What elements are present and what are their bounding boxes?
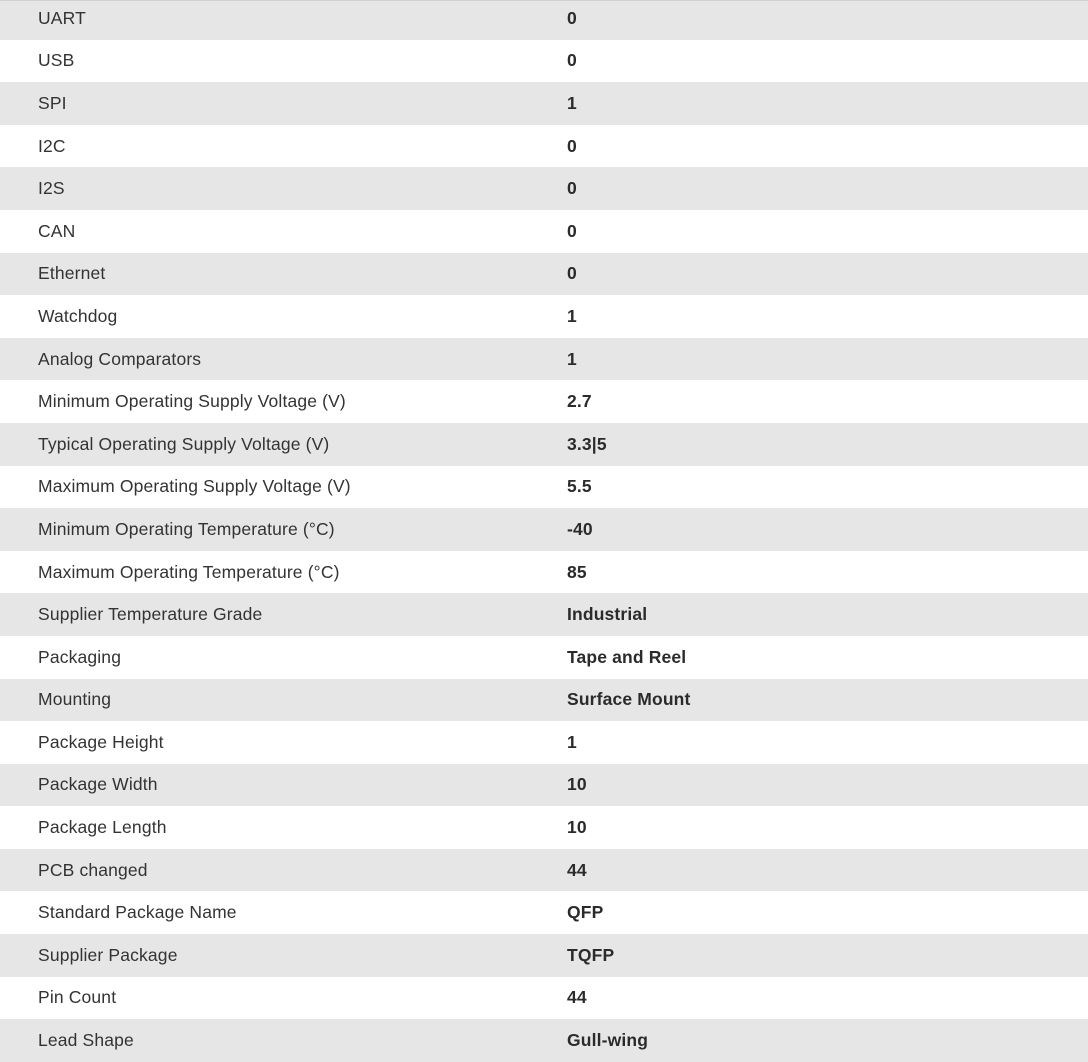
spec-label: Minimum Operating Temperature (°C) [38, 518, 335, 539]
spec-row [0, 210, 1088, 253]
spec-label: UART [38, 7, 86, 28]
spec-value: 5.5 [567, 476, 592, 497]
spec-value: Gull-wing [567, 1030, 649, 1051]
spec-value: 44 [567, 859, 587, 880]
spec-label: Packaging [38, 646, 122, 667]
spec-label: I2S [38, 178, 65, 199]
spec-row [0, 125, 1088, 168]
spec-row [0, 977, 1088, 1020]
spec-row [0, 849, 1088, 892]
spec-row [0, 508, 1088, 551]
spec-value: 10 [567, 817, 587, 838]
spec-row [0, 551, 1088, 594]
spec-row [0, 40, 1088, 83]
spec-label: CAN [38, 220, 76, 241]
spec-row [0, 167, 1088, 210]
spec-value: 0 [567, 50, 577, 71]
spec-row [0, 806, 1088, 849]
spec-value: 2.7 [567, 391, 592, 412]
spec-label: Analog Comparators [38, 348, 202, 369]
spec-row [0, 764, 1088, 807]
spec-label: Supplier Package [38, 944, 178, 965]
spec-row [0, 721, 1088, 764]
spec-row [0, 380, 1088, 423]
spec-value: 10 [567, 774, 587, 795]
spec-row [0, 593, 1088, 636]
spec-value: 0 [567, 263, 577, 284]
spec-label: Package Length [38, 817, 167, 838]
spec-label: USB [38, 50, 75, 71]
spec-value: TQFP [567, 944, 615, 965]
spec-label: Pin Count [38, 987, 117, 1008]
table-top-border [0, 0, 1088, 1]
spec-row [0, 679, 1088, 722]
spec-row [0, 338, 1088, 381]
spec-label: Maximum Operating Temperature (°C) [38, 561, 340, 582]
spec-value: -40 [567, 518, 593, 539]
spec-label: Maximum Operating Supply Voltage (V) [38, 476, 351, 497]
spec-label: Mounting [38, 689, 112, 710]
spec-value: 1 [567, 731, 577, 752]
spec-label: I2C [38, 135, 66, 156]
spec-row [0, 934, 1088, 977]
spec-value: Tape and Reel [567, 646, 687, 667]
spec-row [0, 82, 1088, 125]
spec-row [0, 636, 1088, 679]
spec-value: 0 [567, 220, 577, 241]
spec-row [0, 295, 1088, 338]
spec-value: Industrial [567, 604, 648, 625]
spec-label: Package Height [38, 731, 164, 752]
spec-label: PCB changed [38, 859, 148, 880]
spec-value: 1 [567, 92, 577, 113]
spec-label: Ethernet [38, 263, 106, 284]
spec-value: 1 [567, 348, 577, 369]
spec-label: Watchdog [38, 305, 118, 326]
spec-row [0, 891, 1088, 934]
spec-value: 0 [567, 135, 577, 156]
spec-label: SPI [38, 92, 67, 113]
spec-value: 44 [567, 987, 587, 1008]
spec-row [0, 0, 1088, 40]
spec-value: Surface Mount [567, 689, 691, 710]
spec-label: Typical Operating Supply Voltage (V) [38, 433, 330, 454]
spec-label: Lead Shape [38, 1030, 134, 1051]
spec-row [0, 423, 1088, 466]
spec-label: Standard Package Name [38, 902, 237, 923]
spec-value: 0 [567, 7, 577, 28]
spec-row [0, 253, 1088, 296]
spec-value: QFP [567, 902, 604, 923]
spec-label: Minimum Operating Supply Voltage (V) [38, 391, 346, 412]
spec-row [0, 1019, 1088, 1062]
spec-value: 1 [567, 305, 577, 326]
spec-value: 0 [567, 178, 577, 199]
spec-label: Supplier Temperature Grade [38, 604, 263, 625]
spec-row [0, 466, 1088, 509]
spec-value: 85 [567, 561, 587, 582]
spec-value: 3.3|5 [567, 433, 607, 454]
spec-label: Package Width [38, 774, 158, 795]
